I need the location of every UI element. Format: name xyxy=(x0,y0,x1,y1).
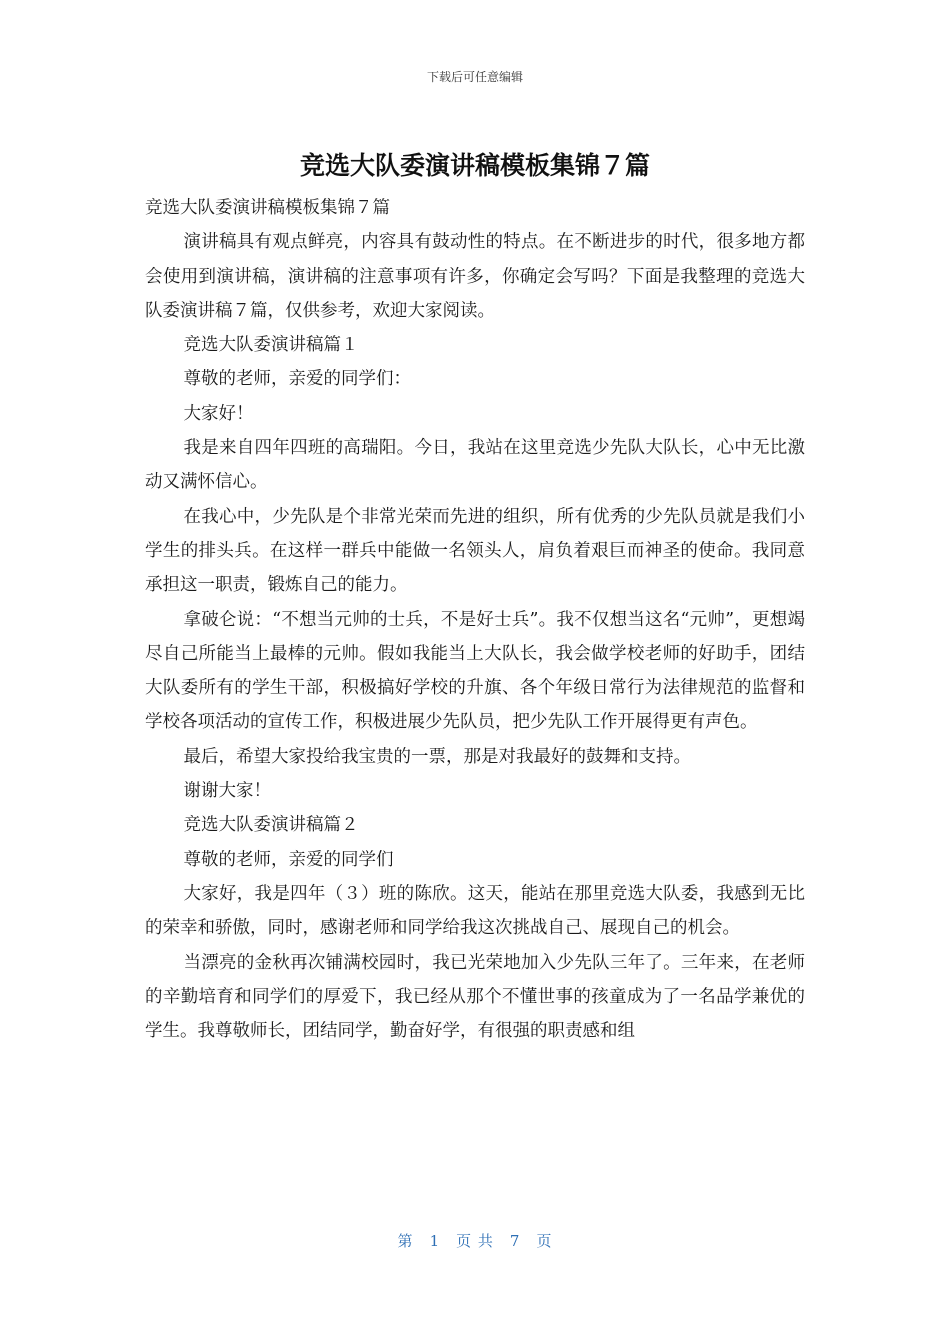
footer-current-page: 1 xyxy=(429,1232,441,1250)
body-paragraph: 当漂亮的金秋再次铺满校园时，我已光荣地加入少先队三年了。三年来，在老师的辛勤培育和同学们的厚爱下，我已经从那个不懂世事的孩童成为了一名品学兼优的学生。我尊敬师长，团结同学，勤奋好学，有很强的职责感和组 xyxy=(145,952,805,1042)
page-header-note: 下载后可任意编辑 xyxy=(426,70,523,84)
thanks-paragraph: 谢谢大家！ xyxy=(183,781,271,802)
body-paragraph: 最后，希望大家投给我宝贵的一票，那是对我最好的鼓舞和支持。 xyxy=(183,746,691,767)
salutation-paragraph: 尊敬的老师，亲爱的同学们 xyxy=(183,849,394,870)
section-heading-1: 竞选大队委演讲稿篇１ xyxy=(183,335,359,356)
section-heading-2: 竞选大队委演讲稿篇２ xyxy=(183,815,359,836)
footer-total-pages: 7 xyxy=(509,1232,521,1250)
body-paragraph: 大家好，我是四年（３）班的陈欣。这天，能站在那里竞选大队委，我感到无比的荣幸和骄傲，同时，感谢老师和同学给我这次挑战自己、展现自己的机会。 xyxy=(145,883,805,939)
greeting-paragraph: 大家好！ xyxy=(183,403,254,424)
footer-label-total: 页 共 xyxy=(456,1232,494,1250)
body-paragraph: 在我心中，少先队是个非常光荣而先进的组织，所有优秀的少先队员就是我们小学生的排头兵。在这样一群兵中能做一名领头人，肩负着艰巨而神圣的使命。我同意承担这一职责，锻炼自己的能力。 xyxy=(145,506,805,596)
footer-label-page: 第 xyxy=(397,1232,414,1250)
document-title: 竞选大队委演讲稿模板集锦７篇 xyxy=(299,151,650,180)
subtitle-paragraph: 竞选大队委演讲稿模板集锦７篇 xyxy=(145,198,390,218)
page-footer xyxy=(0,1230,950,1251)
document-body xyxy=(145,191,805,1048)
body-paragraph: 我是来自四年四班的高瑞阳。今日，我站在这里竞选少先队大队长，心中无比激动又满怀信心。 xyxy=(145,438,805,493)
salutation-paragraph: 尊敬的老师，亲爱的同学们： xyxy=(183,369,411,390)
footer-label-end: 页 xyxy=(536,1232,553,1250)
body-paragraph: 拿破仑说：“不想当元帅的士兵，不是好士兵”。我不仅想当这名“元帅”，更想竭尽自己所能当上最棒的元帅。假如我能当上大队长，我会做学校老师的好助手，团结大队委所有的学生干部，积极搞好学校的升旗、各个年级日常行为法律规范的监督和学校各项活动的宣传工作，积极进展少先队员，把少先队工作开展得更有声色。 xyxy=(145,609,805,733)
intro-paragraph: 演讲稿具有观点鲜亮，内容具有鼓动性的特点。在不断进步的时代，很多地方都会使用到演讲稿，演讲稿的注意事项有许多，你确定会写吗？下面是我整理的竞选大队委演讲稿７篇，仅供参考，欢迎大家阅读。 xyxy=(145,232,805,321)
